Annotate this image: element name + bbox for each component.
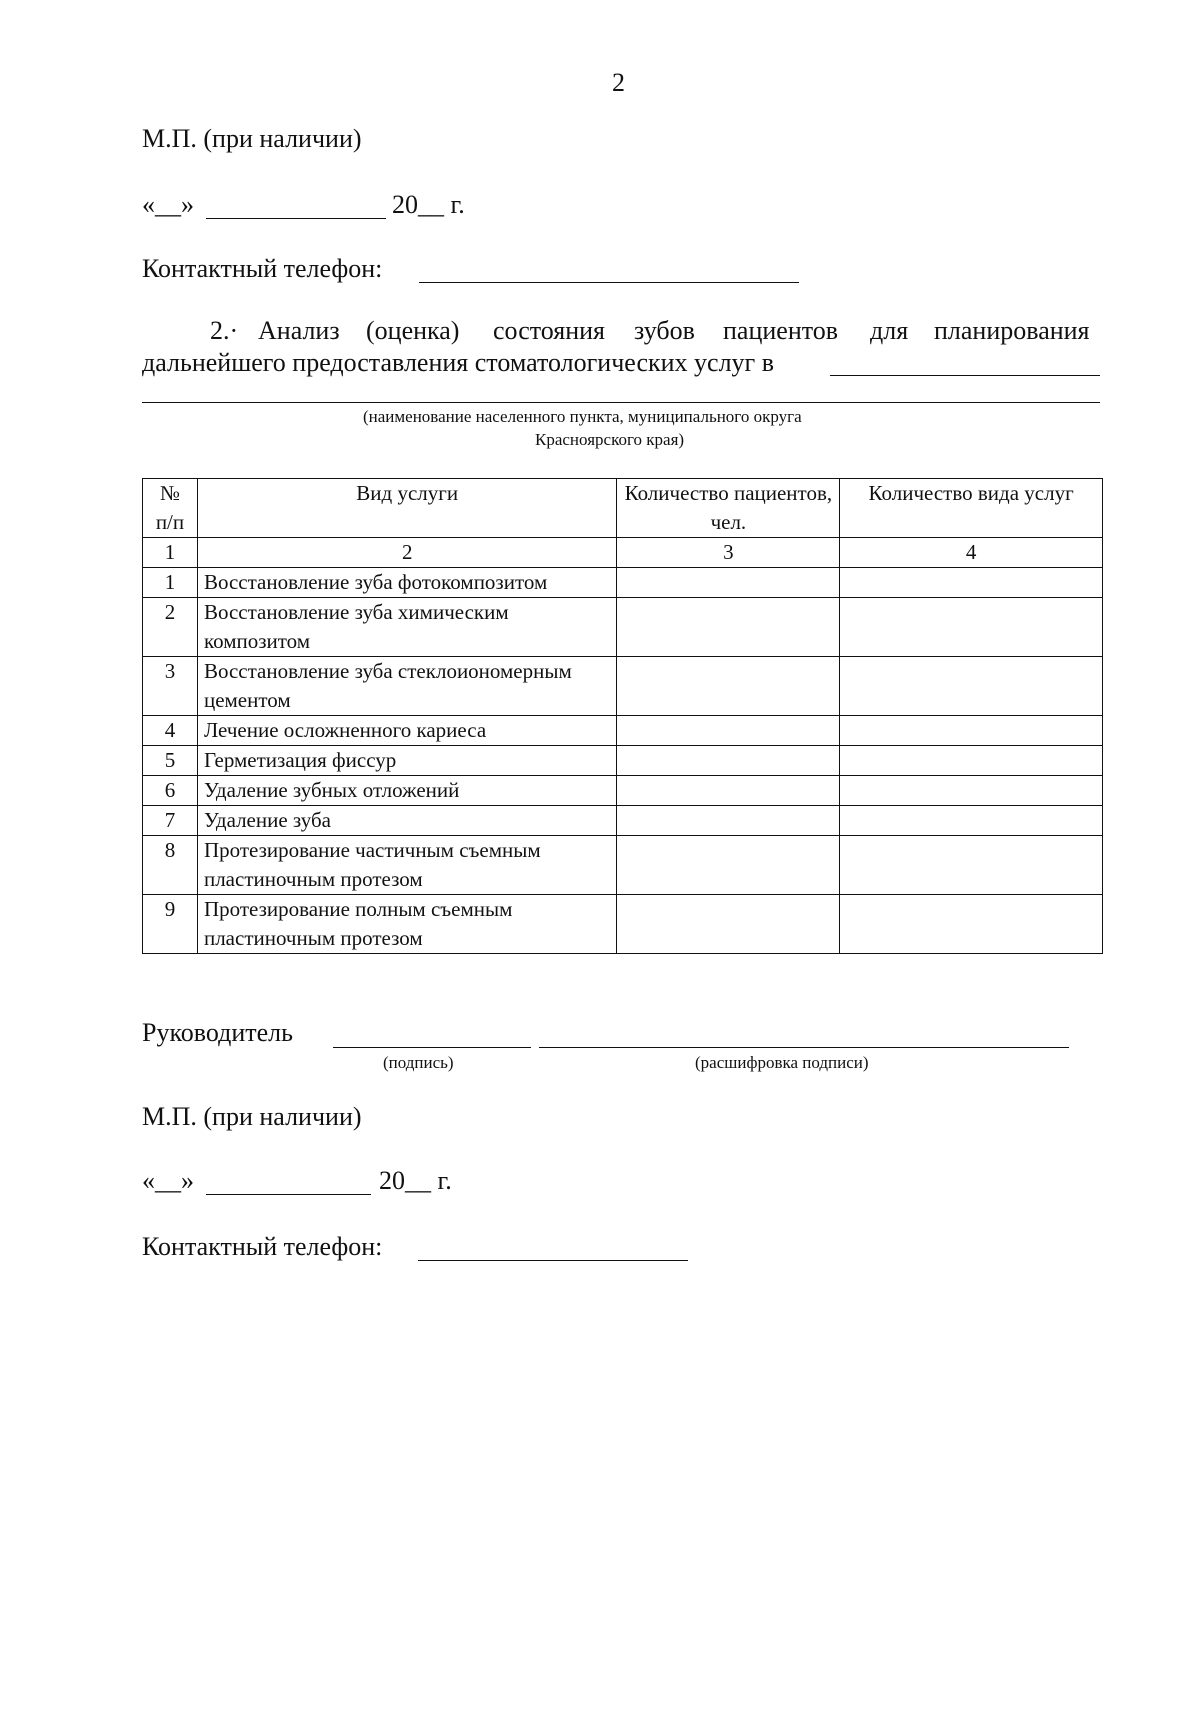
table-row <box>143 598 1103 657</box>
header-num: № п/п <box>143 479 198 538</box>
row-patients-cell[interactable] <box>617 746 840 776</box>
colnum-cell: 1 <box>143 538 198 568</box>
signature-line[interactable] <box>333 1047 531 1048</box>
row-count-cell[interactable] <box>840 568 1103 598</box>
row-count-cell[interactable] <box>840 598 1103 657</box>
table-row <box>143 895 1103 954</box>
signature-caption: (подпись) <box>383 1053 454 1072</box>
phone-input-line[interactable] <box>418 1260 688 1261</box>
header-patients: Количество пациентов, чел. <box>617 479 840 538</box>
table-row <box>143 657 1103 716</box>
stamp-label: М.П. (при наличии) <box>142 1102 362 1131</box>
signature-decode-line[interactable] <box>539 1047 1069 1048</box>
row-patients-cell[interactable] <box>617 716 840 746</box>
table-row <box>143 806 1103 836</box>
row-num: 8 <box>143 836 198 895</box>
header-count: Количество вида услуг <box>840 479 1103 538</box>
locality-caption: (наименование населенного пункта, муниципального округа <box>363 407 802 426</box>
row-count-cell[interactable] <box>840 836 1103 895</box>
row-num: 5 <box>143 746 198 776</box>
table-colnum-row <box>143 538 1103 568</box>
row-patients-cell[interactable] <box>617 657 840 716</box>
services-table <box>142 478 1103 954</box>
row-patients-cell[interactable] <box>617 895 840 954</box>
locality-input-line[interactable] <box>830 375 1100 376</box>
row-num: 6 <box>143 776 198 806</box>
table-row <box>143 568 1103 598</box>
row-count-cell[interactable] <box>840 657 1103 716</box>
locality-input-line-2[interactable] <box>142 402 1100 403</box>
date-month-line[interactable] <box>206 218 386 219</box>
section2-line2: дальнейшего предоставления стоматологических услуг в <box>142 348 774 377</box>
stamp-label: М.П. (при наличии) <box>142 124 362 153</box>
row-patients-cell[interactable] <box>617 806 840 836</box>
row-patients-cell[interactable] <box>617 598 840 657</box>
section2-word: зубов <box>634 316 695 345</box>
row-count-cell[interactable] <box>840 716 1103 746</box>
date-year: 20__ г. <box>379 1166 452 1195</box>
row-num: 7 <box>143 806 198 836</box>
row-service: Лечение осложненного кариеса <box>197 716 617 746</box>
colnum-cell: 3 <box>617 538 840 568</box>
date-month-line[interactable] <box>206 1194 371 1195</box>
colnum-cell: 4 <box>840 538 1103 568</box>
page-number: 2 <box>612 68 625 97</box>
row-patients-cell[interactable] <box>617 568 840 598</box>
section2-word: (оценка) <box>366 316 460 345</box>
phone-label: Контактный телефон: <box>142 254 383 283</box>
table-row <box>143 716 1103 746</box>
section2-word: планирования <box>934 316 1090 345</box>
date-day: «__» <box>142 190 194 219</box>
section2-number: 2.· <box>210 316 239 345</box>
header-service: Вид услуги <box>197 479 617 538</box>
row-num: 3 <box>143 657 198 716</box>
row-count-cell[interactable] <box>840 895 1103 954</box>
row-num: 1 <box>143 568 198 598</box>
row-service: Герметизация фиссур <box>197 746 617 776</box>
locality-caption-2: Красноярского края) <box>535 430 685 449</box>
row-count-cell[interactable] <box>840 776 1103 806</box>
signature-decode-caption: (расшифровка подписи) <box>695 1053 869 1072</box>
section2-word: пациентов <box>723 316 839 345</box>
section2-word: для <box>870 316 909 345</box>
section2-word: Анализ <box>258 316 340 345</box>
table-header-row <box>143 479 1103 538</box>
row-service: Удаление зуба <box>197 806 617 836</box>
row-service: Удаление зубных отложений <box>197 776 617 806</box>
row-num: 4 <box>143 716 198 746</box>
section2-word: состояния <box>493 316 605 345</box>
row-num: 2 <box>143 598 198 657</box>
date-day: «__» <box>142 1166 194 1195</box>
phone-input-line[interactable] <box>419 282 799 283</box>
row-patients-cell[interactable] <box>617 836 840 895</box>
row-service: Протезирование частичным съемным пластиночным протезом <box>197 836 617 895</box>
row-service: Восстановление зуба стеклоиономерным цементом <box>197 657 617 716</box>
phone-label: Контактный телефон: <box>142 1232 383 1261</box>
row-service: Протезирование полным съемным пластиночным протезом <box>197 895 617 954</box>
row-service: Восстановление зуба химическим композитом <box>197 598 617 657</box>
table-row <box>143 836 1103 895</box>
row-service: Восстановление зуба фотокомпозитом <box>197 568 617 598</box>
row-num: 9 <box>143 895 198 954</box>
date-year: 20__ г. <box>392 190 465 219</box>
colnum-cell: 2 <box>197 538 617 568</box>
row-patients-cell[interactable] <box>617 776 840 806</box>
table-row <box>143 776 1103 806</box>
head-label: Руководитель <box>142 1018 293 1047</box>
row-count-cell[interactable] <box>840 746 1103 776</box>
row-count-cell[interactable] <box>840 806 1103 836</box>
table-row <box>143 746 1103 776</box>
